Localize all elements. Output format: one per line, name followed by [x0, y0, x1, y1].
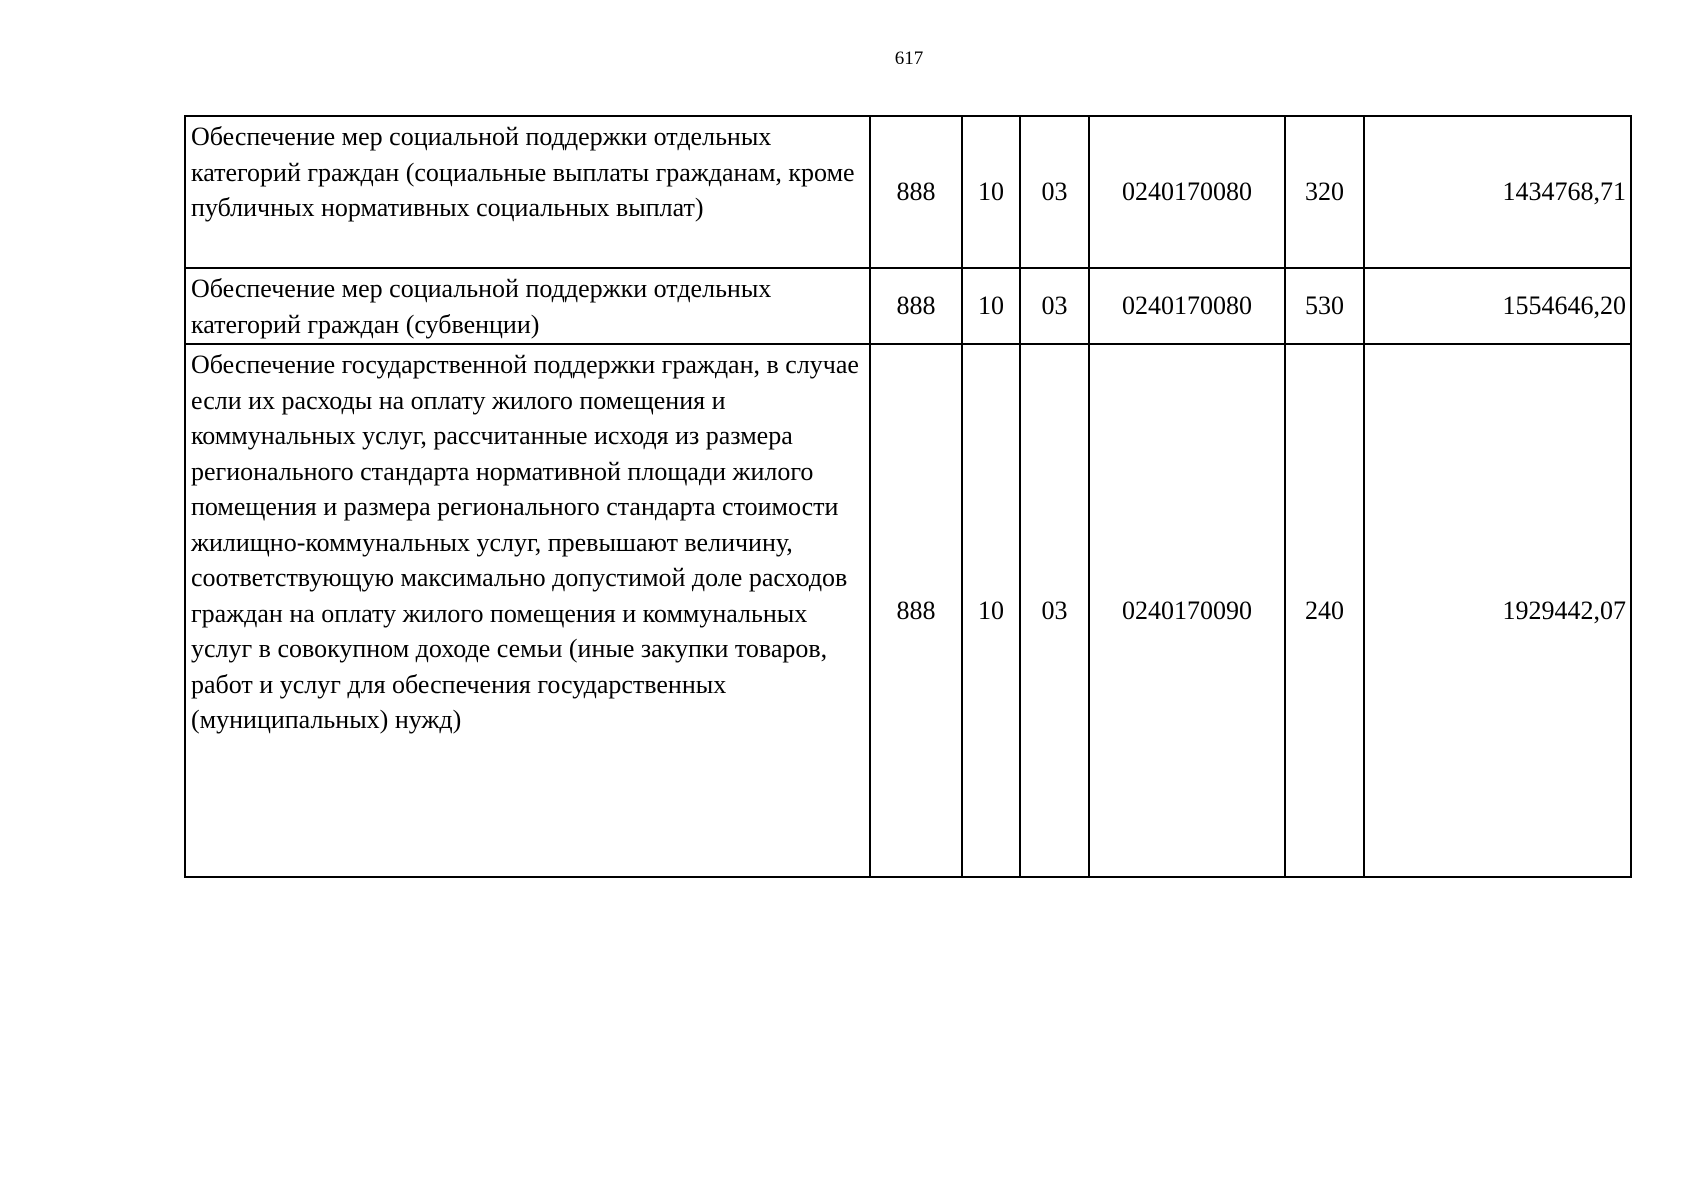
budget-table — [184, 115, 1632, 878]
expense-name-cell: Обеспечение мер социальной поддержки отдельных категорий граждан (субвенции) — [185, 268, 870, 344]
amount-cell: 1434768,71 — [1364, 116, 1631, 268]
expense-name-cell: Обеспечение государственной поддержки граждан, в случае если их расходы на оплату жилого помещения и коммунальных услуг, рассчитанные исходя из размера регионального стандарта нормативной площади жилого помещения и размера регионального стандарта стоимости жилищно-коммунальных услуг, превышают величину, соответствующую максимально допустимой доле расходов граждан на оплату жилого помещения и коммунальных услуг в совокупном доходе семьи (иные закупки товаров, работ и услуг для обеспечения государственных (муниципальных) нужд) — [185, 344, 870, 877]
subsection-code-cell: 03 — [1020, 116, 1089, 268]
ministry-code-cell: 888 — [870, 344, 962, 877]
section-code-cell: 10 — [962, 116, 1020, 268]
amount-cell: 1929442,07 — [1364, 344, 1631, 877]
expense-type-cell: 240 — [1285, 344, 1364, 877]
table-row — [185, 344, 1631, 877]
ministry-code-cell: 888 — [870, 116, 962, 268]
target-article-cell: 0240170080 — [1089, 116, 1285, 268]
target-article-cell: 0240170080 — [1089, 268, 1285, 344]
table-row — [185, 116, 1631, 268]
expense-type-cell: 320 — [1285, 116, 1364, 268]
subsection-code-cell: 03 — [1020, 268, 1089, 344]
subsection-code-cell: 03 — [1020, 344, 1089, 877]
table-row — [185, 268, 1631, 344]
section-code-cell: 10 — [962, 344, 1020, 877]
page-number: 617 — [894, 48, 924, 69]
expense-type-cell: 530 — [1285, 268, 1364, 344]
amount-cell: 1554646,20 — [1364, 268, 1631, 344]
section-code-cell: 10 — [962, 268, 1020, 344]
expense-name-cell: Обеспечение мер социальной поддержки отдельных категорий граждан (социальные выплаты гражданам, кроме публичных нормативных социальных выплат) — [185, 116, 870, 268]
target-article-cell: 0240170090 — [1089, 344, 1285, 877]
ministry-code-cell: 888 — [870, 268, 962, 344]
